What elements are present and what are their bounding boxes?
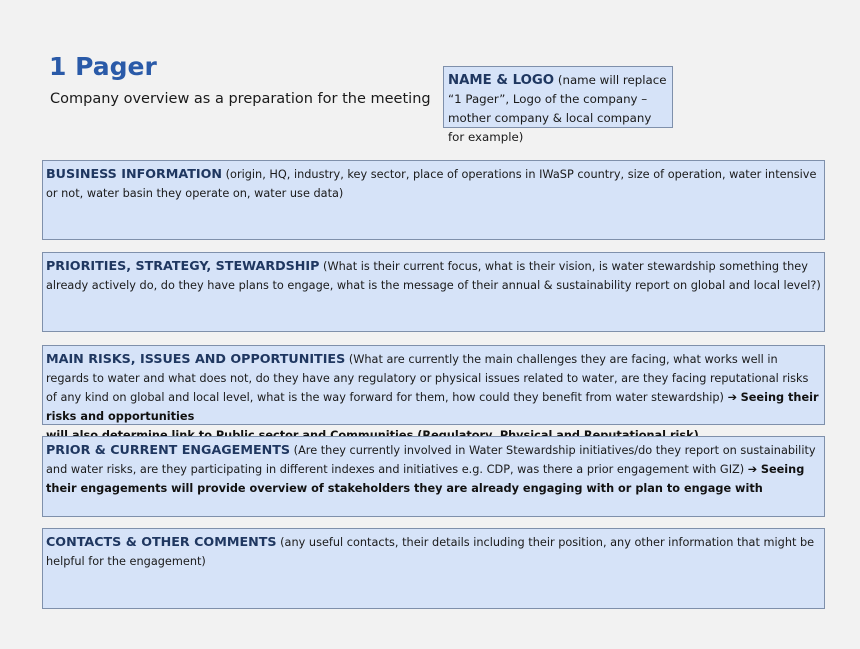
section-heading: MAIN RISKS, ISSUES AND OPPORTUNITIES bbox=[46, 351, 346, 366]
section-heading: CONTACTS & OTHER COMMENTS bbox=[46, 534, 277, 549]
name-logo-text: (name will replace “1 Pager”, Logo of the company – mother company & local company for example) bbox=[448, 73, 667, 144]
section-heading: BUSINESS INFORMATION bbox=[46, 166, 223, 181]
arrow-icon: ➔ bbox=[747, 463, 758, 476]
section-text: (What is their current focus, what is their vision, is water stewardship something they already actively do, do they have plans to engage, what is the message of their annual & sustainability report on global and local level?) bbox=[46, 260, 821, 292]
section-text: (Are they currently involved in Water Stewardship initiatives/do they report on sustainability and water risks, are they participating in different indexes and initiatives e.g. CDP, was there a prior engagement with GIZ) bbox=[46, 444, 816, 476]
section-text: (any useful contacts, their details including their position, any other information that might be helpful for the engagement) bbox=[46, 536, 815, 568]
section-text: (origin, HQ, industry, key sector, place of operations in IWaSP country, size of operation, water intensive or not, water basin they operate on, water use data) bbox=[46, 168, 817, 200]
name-logo-heading: NAME & LOGO bbox=[448, 73, 555, 88]
section-heading: PRIOR & CURRENT ENGAGEMENTS bbox=[46, 442, 291, 457]
section-text: (What are currently the main challenges they are facing, what works well in regards to water and what does not, do they have any regulatory or physical issues related to water, are they facing reputational risks of any kind on global and local level, what is the way forward for them, how could they benefit from water stewardship) bbox=[46, 353, 809, 404]
page-subtitle: Company overview as a preparation for the meeting bbox=[50, 91, 431, 107]
section-bold-text: Seeing their risks and opportunities bbox=[46, 391, 819, 423]
page-title: 1 Pager bbox=[49, 52, 157, 81]
section-heading: PRIORITIES, STRATEGY, STEWARDSHIP bbox=[46, 258, 320, 273]
main-risks-box bbox=[42, 345, 825, 425]
arrow-icon: ➔ bbox=[727, 391, 738, 404]
contacts-comments-box bbox=[42, 528, 825, 609]
section-bold-text: Seeing their engagements will provide overview of stakeholders they are already engaging with or plan to engage with bbox=[46, 463, 805, 495]
business-information-box bbox=[42, 160, 825, 240]
prior-current-engagements-box bbox=[42, 436, 825, 517]
priorities-strategy-box bbox=[42, 252, 825, 332]
name-logo-box bbox=[443, 66, 673, 144]
